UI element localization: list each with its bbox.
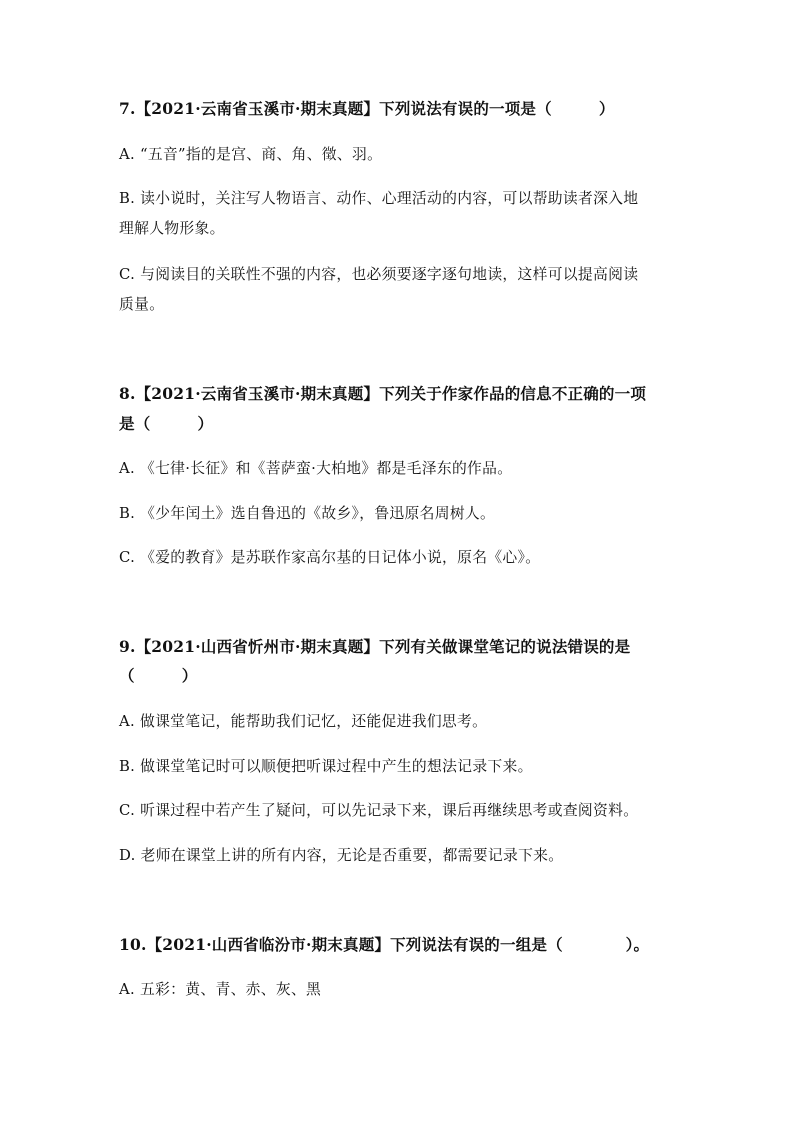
question-8-option-b: B. 《少年闰土》选自鲁迅的《故乡》，鲁迅原名周树人。 [119, 505, 496, 522]
question-9-stem: 9.【2021·山西省忻州市·期末真题】下列有关做课堂笔记的说法错误的是 [119, 637, 631, 656]
question-9-option-a: A. 做课堂笔记，能帮助我们记忆，还能促进我们思考。 [119, 713, 488, 730]
question-9-option-c: C. 听课过程中若产生了疑问，可以先记录下来，课后再继续思考或查阅资料。 [119, 802, 639, 819]
question-10-option-a: A. 五彩：黄、青、赤、灰、黑 [119, 981, 322, 998]
question-7-option-c: C. 与阅读目的关联性不强的内容，也必须要逐字逐句地读，这样可以提高阅读 [119, 266, 639, 283]
question-8-stem-cont: 是（ ） [119, 414, 214, 433]
question-9-stem-cont: （ ） [119, 666, 198, 685]
question-7-stem: 7.【2021·云南省玉溪市·期末真题】下列说法有误的一项是（ ） [119, 99, 615, 118]
question-7-option-b: B. 读小说时，关注写人物语言、动作、心理活动的内容，可以帮助读者深入地 [119, 190, 639, 207]
question-10-stem: 10.【2021·山西省临汾市·期末真题】下列说法有误的一组是（ ）。 [119, 935, 650, 954]
question-8-option-c: C. 《爱的教育》是苏联作家高尔基的日记体小说，原名《心》。 [119, 549, 541, 566]
question-9-option-b: B. 做课堂笔记时可以顺便把听课过程中产生的想法记录下来。 [119, 758, 533, 775]
question-8-stem: 8.【2021·云南省玉溪市·期末真题】下列关于作家作品的信息不正确的一项 [119, 384, 647, 403]
question-9-option-d: D. 老师在课堂上讲的所有内容，无论是否重要，都需要记录下来。 [119, 847, 564, 864]
question-7-option-a: A. “五音”指的是宫、商、角、徵、羽。 [119, 146, 383, 163]
question-8-option-a: A. 《七律·长征》和《菩萨蛮·大柏地》都是毛泽东的作品。 [119, 460, 513, 477]
question-7-option-b-cont: 理解人物形象。 [119, 220, 225, 237]
question-7-option-c-cont: 质量。 [119, 296, 165, 313]
